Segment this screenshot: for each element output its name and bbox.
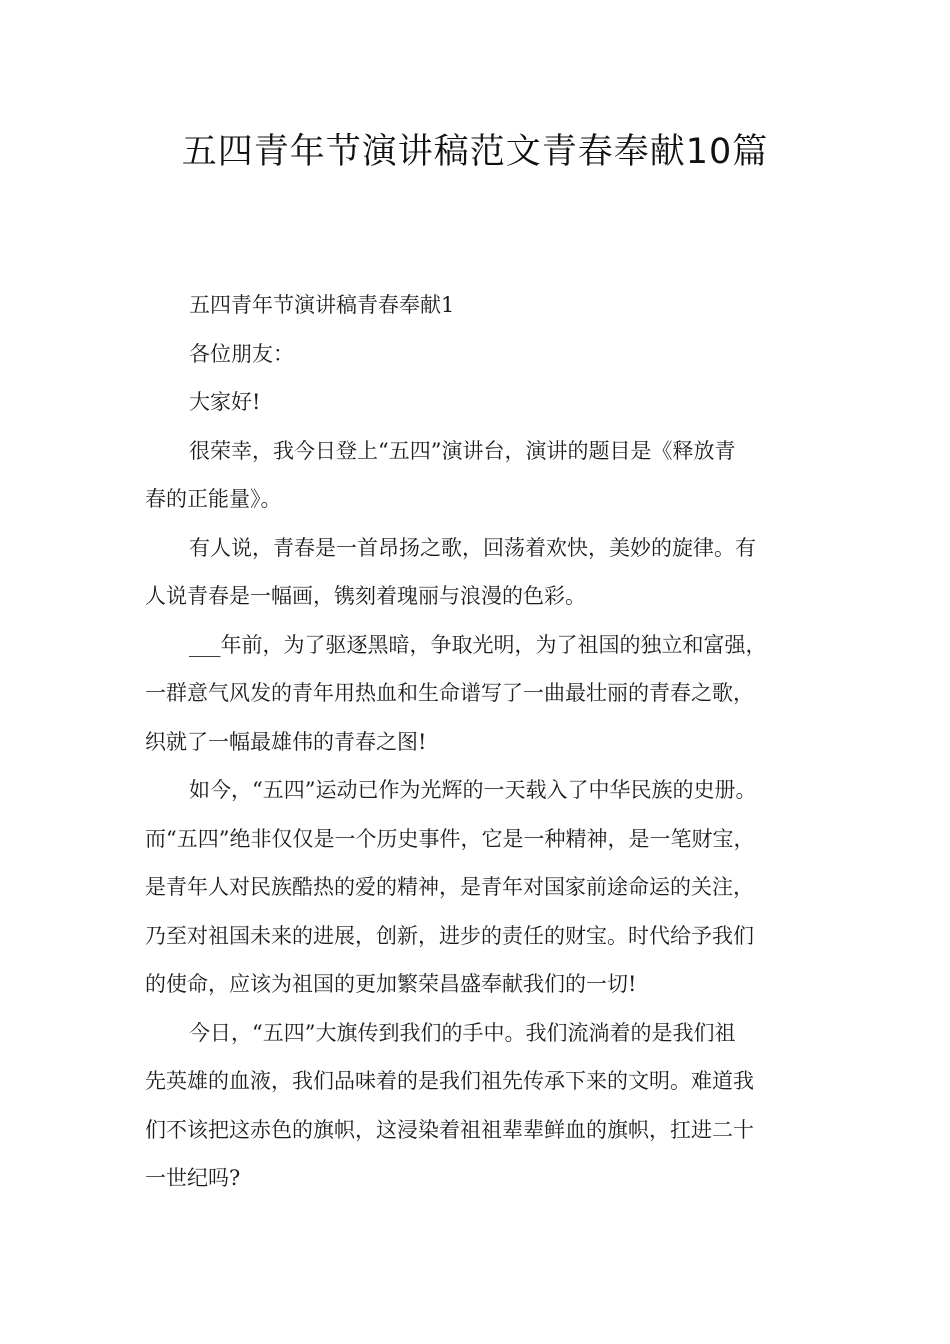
document-body bbox=[145, 281, 813, 1203]
text-line: 是青年人对民族酷热的爱的精神，是青年对国家前途命运的关注， bbox=[145, 875, 754, 899]
text-line: 很荣幸，我今日登上“五四”演讲台，演讲的题目是《释放青 bbox=[189, 438, 736, 463]
text-line: 如今，“五四”运动已作为光辉的一天载入了中华民族的史册。 bbox=[189, 778, 757, 802]
paragraph-hello bbox=[145, 378, 813, 427]
text-line: 而“五四”绝非仅仅是一个历史事件，它是一种精神，是一笔财宝， bbox=[145, 826, 755, 851]
text-line: 五四青年节演讲稿青春奉献1 bbox=[189, 293, 455, 317]
document-title: 五四青年节演讲稿范文青春奉献10篇 bbox=[181, 132, 769, 172]
text-line: 大家好! bbox=[189, 390, 261, 414]
text-line: ___年前，为了驱逐黑暗，争取光明，为了祖国的独立和富强， bbox=[189, 632, 767, 657]
text-line: 人说青春是一幅画，镌刻着瑰丽与浪漫的色彩。 bbox=[145, 584, 586, 608]
paragraph-spirit bbox=[145, 766, 813, 1009]
text-line: 乃至对祖国未来的进展，创新，进步的责任的财宝。时代给予我们 bbox=[145, 923, 754, 948]
paragraph-history bbox=[145, 621, 813, 767]
text-line: 各位朋友： bbox=[189, 341, 294, 366]
text-line: 织就了一幅最雄伟的青春之图! bbox=[145, 729, 427, 754]
paragraph-speech-heading bbox=[145, 281, 813, 330]
text-line: 先英雄的血液，我们品味着的是我们祖先传承下来的文明。难道我 bbox=[145, 1069, 754, 1093]
text-line: 一群意气风发的青年用热血和生命谱写了一曲最壮丽的青春之歌， bbox=[145, 681, 754, 705]
text-line: 的使命，应该为祖国的更加繁荣昌盛奉献我们的一切! bbox=[145, 972, 637, 996]
text-line: 今日，“五四”大旗传到我们的手中。我们流淌着的是我们祖 bbox=[189, 1020, 736, 1045]
text-line: 有人说，青春是一首昂扬之歌，回荡着欢快，美妙的旋律。有 bbox=[189, 535, 756, 560]
paragraph-today bbox=[145, 1009, 813, 1203]
text-line: 春的正能量》。 bbox=[145, 487, 282, 511]
paragraph-intro bbox=[145, 427, 813, 524]
paragraph-greeting bbox=[145, 330, 813, 379]
text-line: 们不该把这赤色的旗帜，这浸染着祖祖辈辈鲜血的旗帜，扛进二十 bbox=[145, 1117, 754, 1142]
paragraph-youth-song bbox=[145, 524, 813, 621]
text-line: 一世纪吗? bbox=[145, 1166, 241, 1190]
